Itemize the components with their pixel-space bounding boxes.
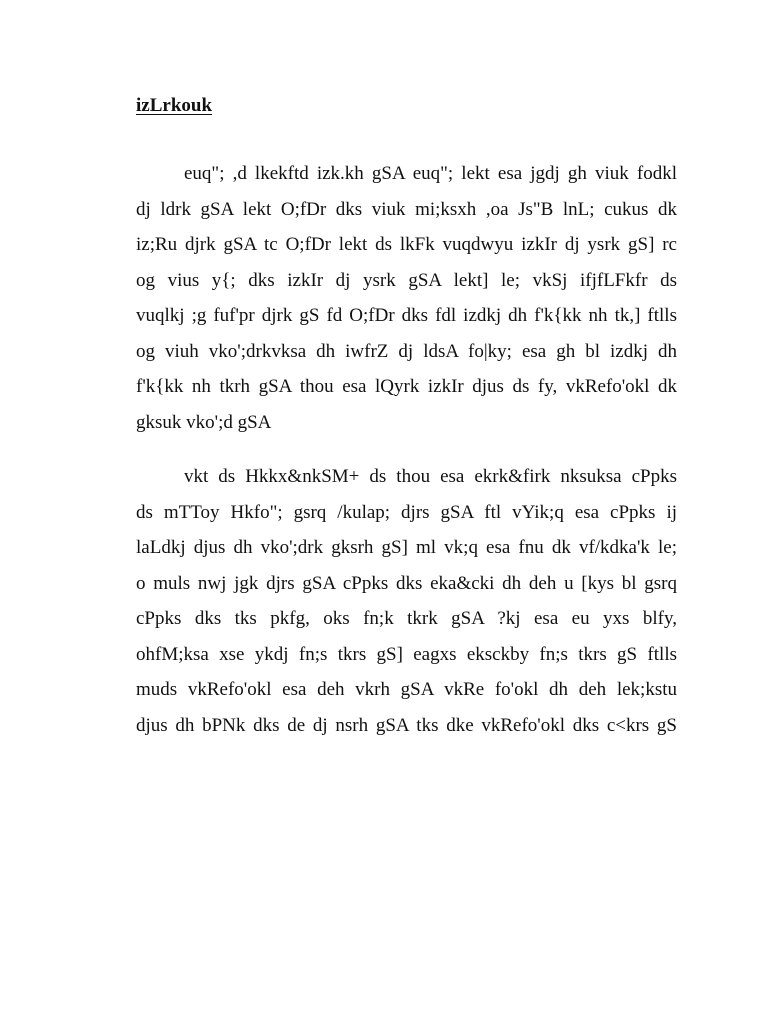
paragraph-2 — [136, 459, 677, 743]
paragraph-line: cPpks dks tks pkfg, oks fn;k tkrk gSA ?kj esa eu yxs blfy, — [136, 608, 677, 629]
paragraph-line: ohfM;ksa xse ykdj fn;s tkrs gS] eagxs eksckby fn;s tkrs gS ftlls — [136, 643, 677, 665]
paragraph-line: o muls nwj jgk djrs gSA cPpks dks eka&cki dh deh u [kys bl gsrq — [136, 572, 677, 594]
paragraph-line: vkt ds Hkkx&nkSM+ ds thou esa ekrk&firk nksuksa cPpks — [184, 466, 677, 487]
paragraph-line: f'k{kk nh tkrh gSA thou esa lQyrk izkIr djus ds fy, vkRefo'okl dk — [136, 376, 677, 397]
paragraph-line: vuqlkj ;g fuf'pr djrk gS fd O;fDr dks fdl izdkj dh f'k{kk nh tk,] ftlls — [136, 305, 677, 326]
paragraph-line: gksuk vko';d gSA — [136, 411, 272, 433]
paragraph-line: laLdkj djus dh vko';drk gksrh gS] ml vk;q esa fnu dk vf/kdka'k le; — [136, 537, 677, 558]
paragraph-line: og vius y{; dks izkIr dj ysrk gSA lekt] le; vkSj ifjfLFkfr ds — [136, 269, 677, 291]
paragraph-line: iz;Ru djrk gSA tc O;fDr lekt ds lkFk vuqdwyu izkIr dj ysrk gS] rc — [136, 234, 677, 255]
paragraph-line: og viuh vko';drkvksa dh iwfrZ dj ldsA fo|ky; esa gh bl izdkj dh — [136, 340, 677, 362]
document-heading: izLrkouk — [136, 95, 213, 116]
paragraph-line: ds mTToy Hkfo"; gsrq /kulap; djrs gSA ftl vYik;q esa cPpks ij — [136, 501, 677, 523]
document-page — [136, 94, 677, 743]
paragraph-line: muds vkRefo'okl esa deh vkrh gSA vkRe fo'okl dh deh lek;kstu — [136, 679, 677, 700]
paragraph-1 — [136, 156, 677, 440]
paragraph-line: euq"; ,d lkekftd izk.kh gSA euq"; lekt esa jgdj gh viuk fodkl — [184, 163, 677, 184]
paragraph-line: dj ldrk gSA lekt O;fDr dks viuk mi;ksxh ,oa Js"B lnL; cukus dk — [136, 198, 677, 220]
paragraph-line: djus dh bPNk dks de dj nsrh gSA tks dke vkRefo'okl dks c<krs gS — [136, 714, 677, 736]
